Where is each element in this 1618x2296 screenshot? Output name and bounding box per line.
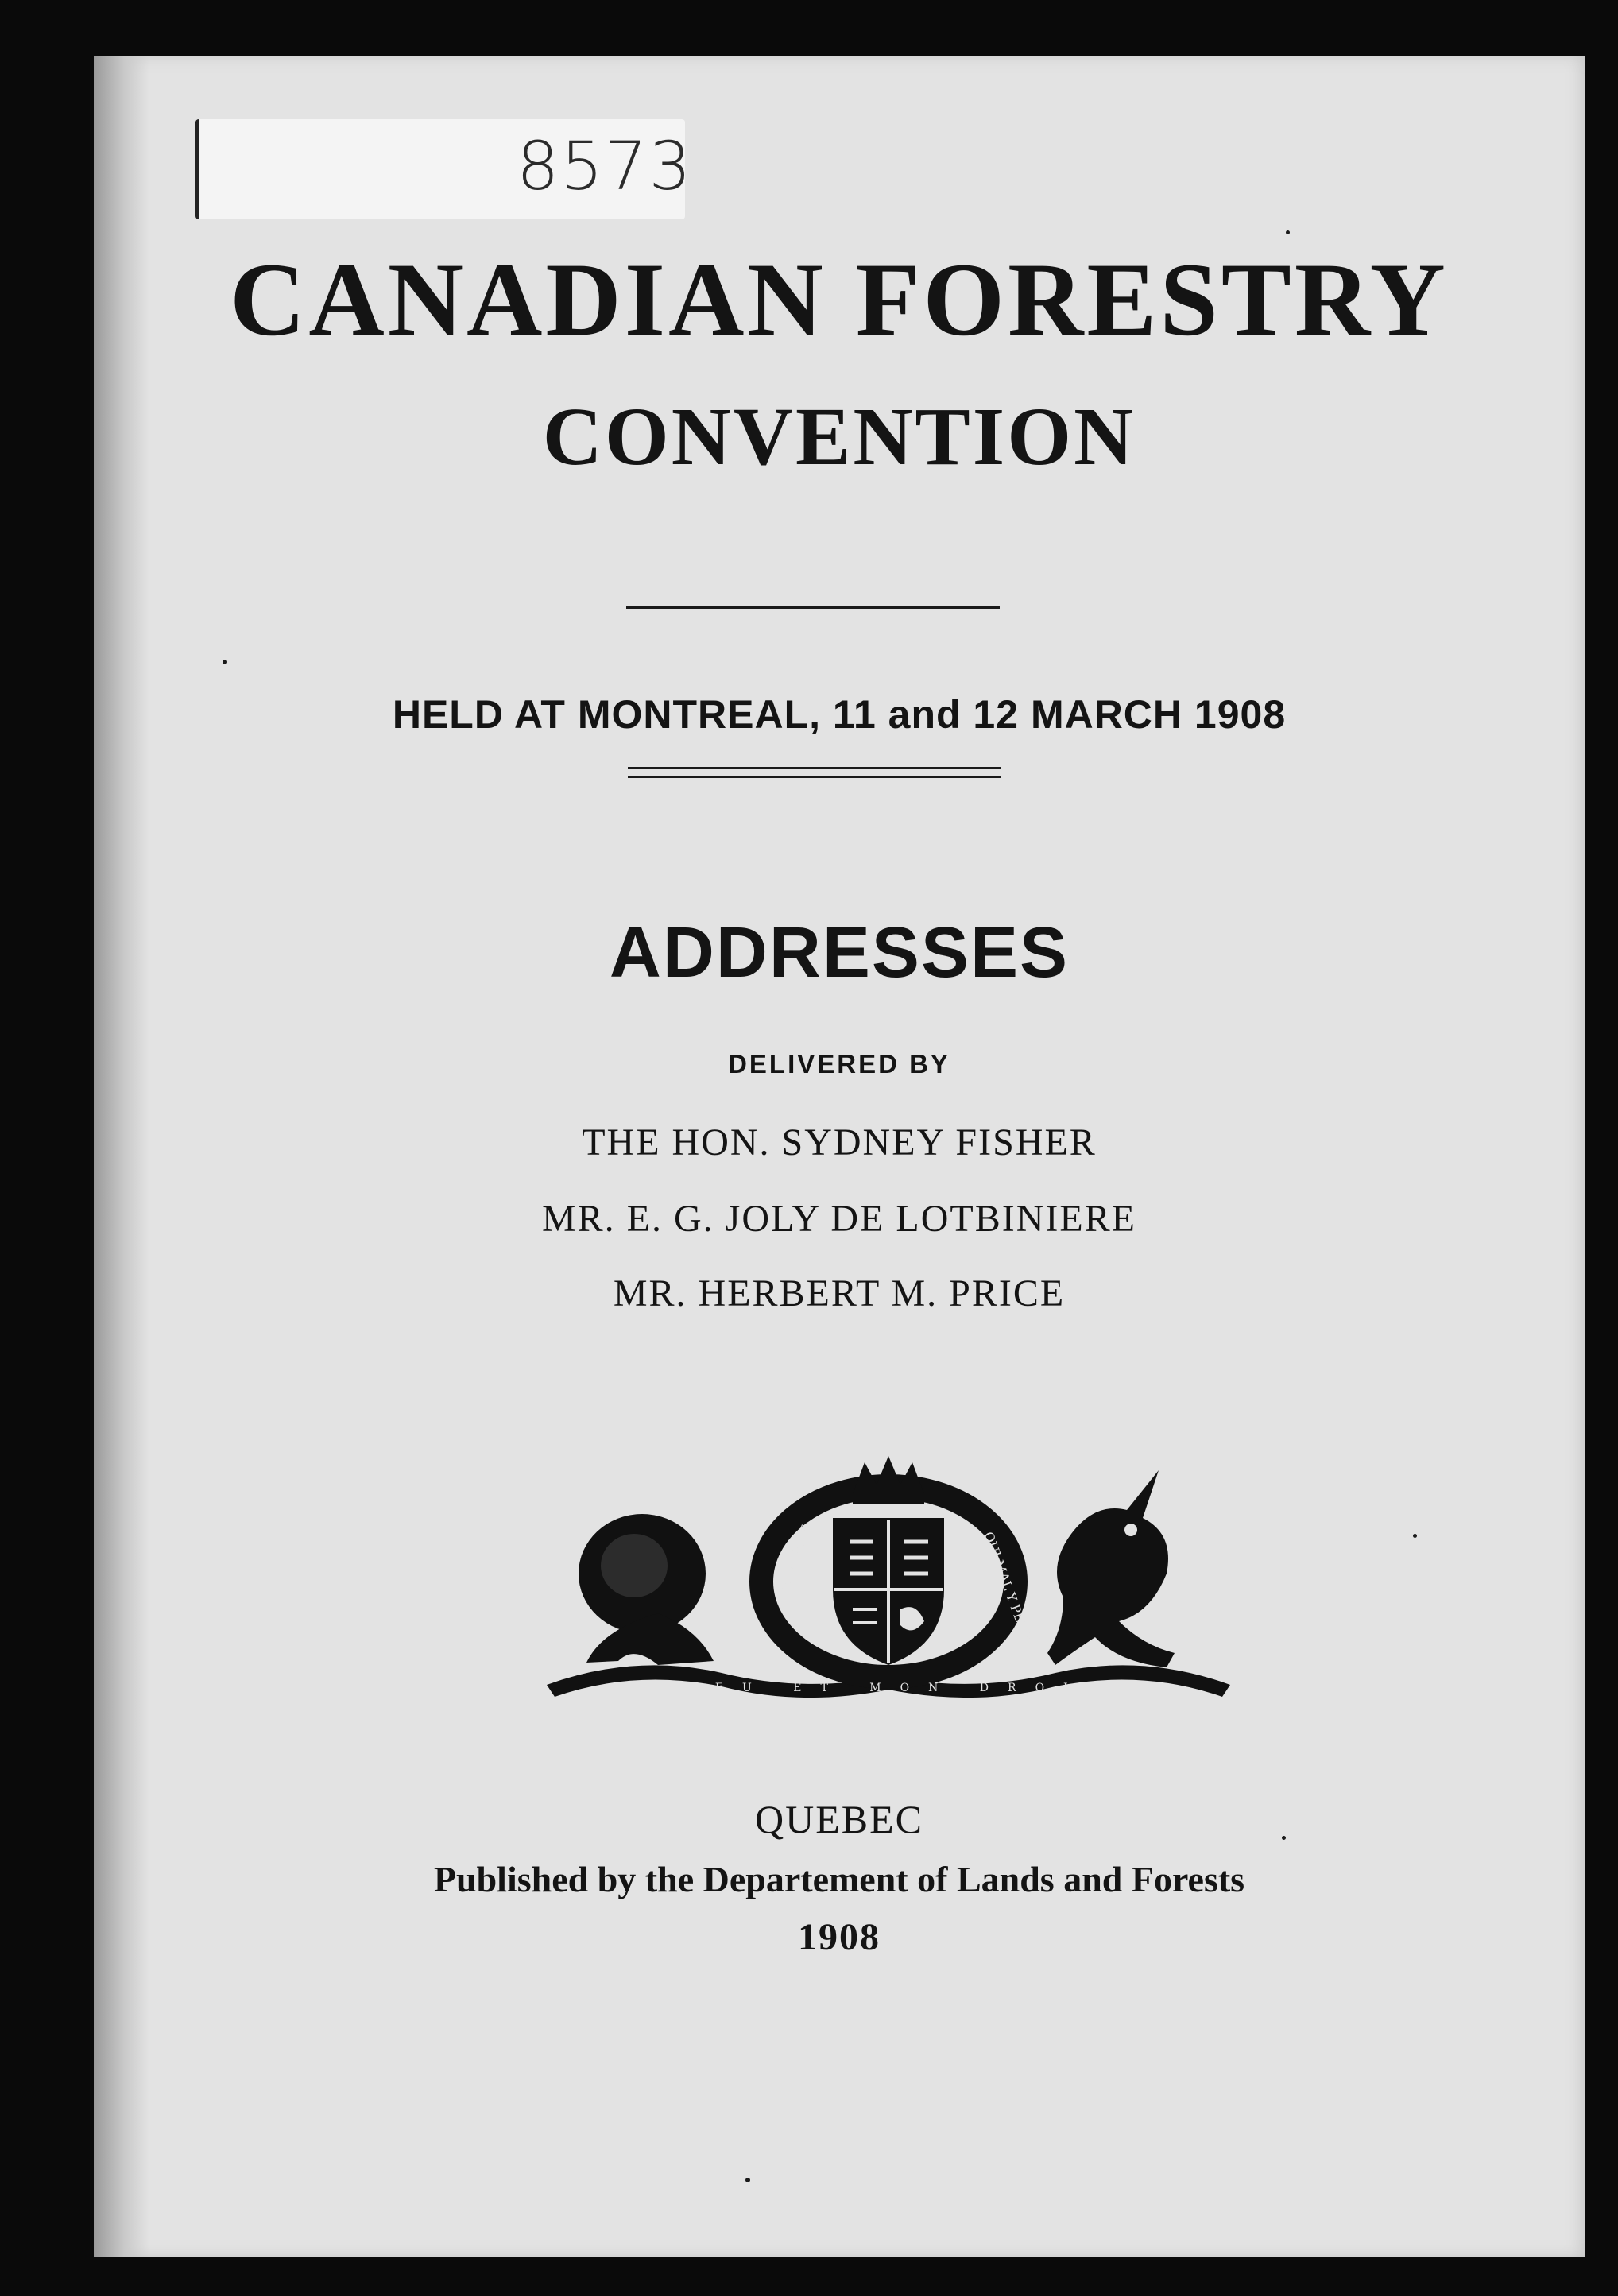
paper-speck	[1286, 230, 1290, 234]
imprint-year: 1908	[798, 1916, 881, 1958]
title-divider	[626, 606, 1000, 609]
speaker-1: THE HON. SYDNEY FISHER	[582, 1121, 1097, 1163]
paper-speck	[1282, 1836, 1286, 1840]
crest-motto-left: HONI SOIT	[773, 1523, 814, 1599]
catalog-number: 8573	[517, 127, 693, 205]
speaker-3: MR. HERBERT M. PRICE	[613, 1272, 1066, 1314]
double-rule-top	[628, 767, 1001, 769]
document-subtitle: CONVENTION	[542, 391, 1136, 482]
royal-coat-of-arms-icon	[539, 1454, 1238, 1709]
paper-speck	[745, 2178, 750, 2182]
delivered-by-label: DELIVERED BY	[728, 1049, 950, 1078]
double-rule-bottom	[628, 776, 1001, 778]
catalog-label	[195, 119, 693, 219]
crest-ribbon-motto: DIEU ET MON DROIT	[664, 1682, 1113, 1694]
imprint-city: QUEBEC	[755, 1797, 923, 1841]
crest-motto-right: QUI MAL Y PENSE	[981, 1529, 1038, 1652]
speaker-2: MR. E. G. JOLY DE LOTBINIERE	[541, 1198, 1136, 1240]
document-title: CANADIAN FORESTRY	[230, 241, 1449, 358]
paper-speck	[1413, 1534, 1417, 1538]
section-heading: ADDRESSES	[609, 913, 1070, 993]
paper-speck	[223, 660, 227, 664]
imprint-publisher: Published by the Departement of Lands and Forests	[433, 1859, 1245, 1899]
event-details: HELD AT MONTREAL, 11 and 12 MARCH 1908	[392, 692, 1287, 737]
document-page	[94, 56, 1585, 2257]
